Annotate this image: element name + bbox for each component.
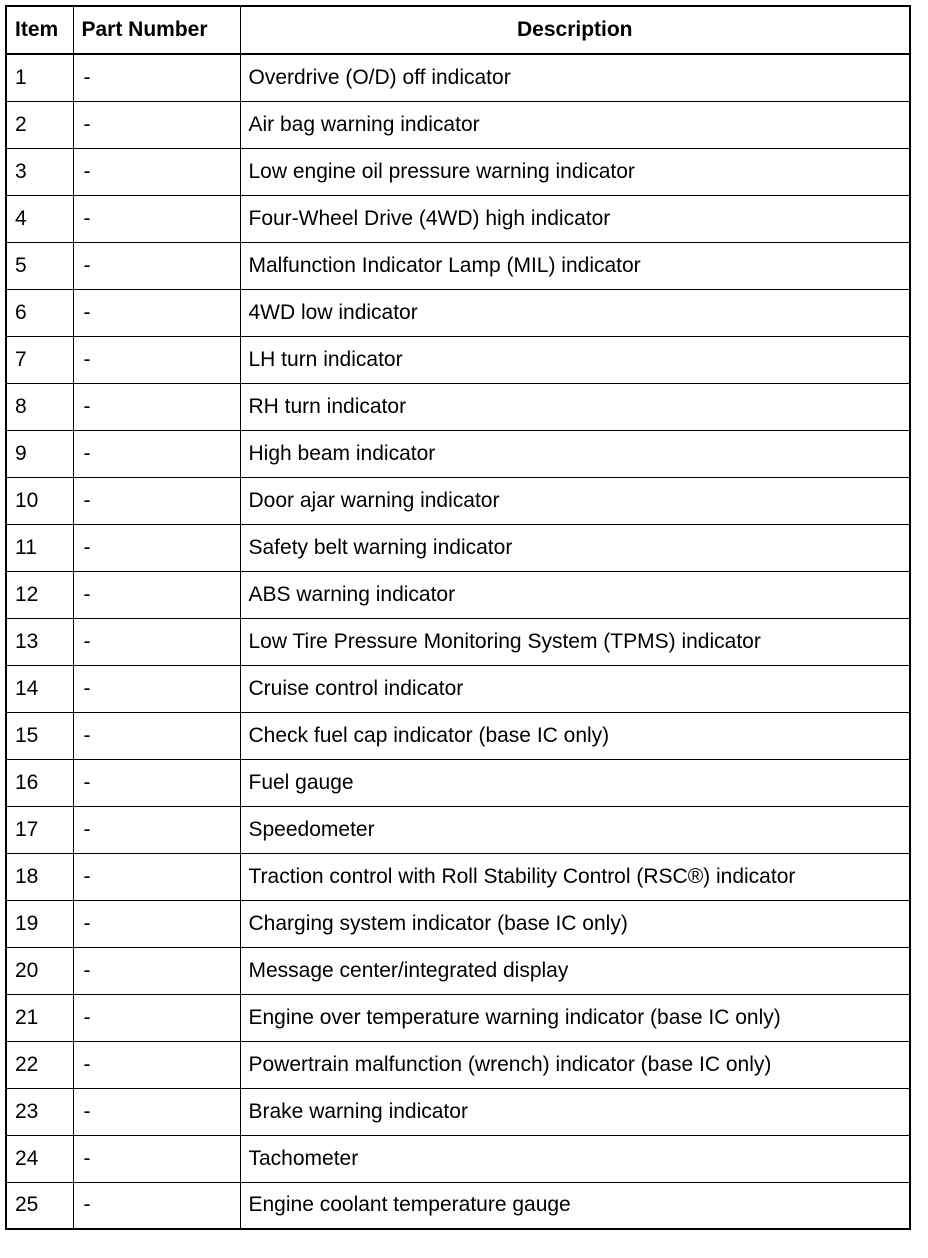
table-row bbox=[6, 947, 910, 994]
description-cell: Engine over temperature warning indicator (base IC only) bbox=[240, 994, 910, 1041]
part-number-cell: - bbox=[73, 430, 240, 477]
item-cell: 24 bbox=[6, 1135, 73, 1182]
item-cell: 9 bbox=[6, 430, 73, 477]
table-row bbox=[6, 618, 910, 665]
item-cell: 12 bbox=[6, 571, 73, 618]
item-cell: 4 bbox=[6, 195, 73, 242]
table-row bbox=[6, 383, 910, 430]
item-cell: 18 bbox=[6, 853, 73, 900]
part-number-cell: - bbox=[73, 54, 240, 101]
part-number-cell: - bbox=[73, 336, 240, 383]
item-cell: 17 bbox=[6, 806, 73, 853]
table-row bbox=[6, 994, 910, 1041]
table-row bbox=[6, 336, 910, 383]
part-number-cell: - bbox=[73, 524, 240, 571]
description-cell: Cruise control indicator bbox=[240, 665, 910, 712]
part-number-cell: - bbox=[73, 289, 240, 336]
part-number-cell: - bbox=[73, 900, 240, 947]
item-cell: 13 bbox=[6, 618, 73, 665]
description-cell: Speedometer bbox=[240, 806, 910, 853]
description-cell: Overdrive (O/D) off indicator bbox=[240, 54, 910, 101]
description-cell: ABS warning indicator bbox=[240, 571, 910, 618]
table-row bbox=[6, 1088, 910, 1135]
part-number-cell: - bbox=[73, 994, 240, 1041]
description-cell: 4WD low indicator bbox=[240, 289, 910, 336]
description-cell: RH turn indicator bbox=[240, 383, 910, 430]
part-number-cell: - bbox=[73, 1182, 240, 1229]
part-number-cell: - bbox=[73, 806, 240, 853]
part-number-cell: - bbox=[73, 477, 240, 524]
part-number-cell: - bbox=[73, 1088, 240, 1135]
description-cell: Low Tire Pressure Monitoring System (TPMS) indicator bbox=[240, 618, 910, 665]
table-row bbox=[6, 148, 910, 195]
description-cell: Air bag warning indicator bbox=[240, 101, 910, 148]
description-cell: Brake warning indicator bbox=[240, 1088, 910, 1135]
item-cell: 2 bbox=[6, 101, 73, 148]
description-cell: Door ajar warning indicator bbox=[240, 477, 910, 524]
table-row bbox=[6, 524, 910, 571]
part-number-cell: - bbox=[73, 665, 240, 712]
part-number-cell: - bbox=[73, 947, 240, 994]
table-row bbox=[6, 665, 910, 712]
part-number-cell: - bbox=[73, 242, 240, 289]
header-description: Description bbox=[240, 6, 910, 54]
part-number-cell: - bbox=[73, 1135, 240, 1182]
item-cell: 6 bbox=[6, 289, 73, 336]
table-row bbox=[6, 853, 910, 900]
description-cell: Powertrain malfunction (wrench) indicator (base IC only) bbox=[240, 1041, 910, 1088]
item-cell: 5 bbox=[6, 242, 73, 289]
part-number-cell: - bbox=[73, 618, 240, 665]
table-row bbox=[6, 477, 910, 524]
table-row bbox=[6, 54, 910, 101]
item-cell: 8 bbox=[6, 383, 73, 430]
table-row bbox=[6, 806, 910, 853]
table-row bbox=[6, 101, 910, 148]
table-row bbox=[6, 195, 910, 242]
item-cell: 23 bbox=[6, 1088, 73, 1135]
item-cell: 10 bbox=[6, 477, 73, 524]
item-cell: 3 bbox=[6, 148, 73, 195]
part-number-cell: - bbox=[73, 571, 240, 618]
part-number-cell: - bbox=[73, 759, 240, 806]
table-row bbox=[6, 1182, 910, 1229]
description-cell: Charging system indicator (base IC only) bbox=[240, 900, 910, 947]
table-row bbox=[6, 1135, 910, 1182]
item-cell: 7 bbox=[6, 336, 73, 383]
table-row bbox=[6, 900, 910, 947]
part-number-cell: - bbox=[73, 853, 240, 900]
table-row bbox=[6, 571, 910, 618]
table-row bbox=[6, 430, 910, 477]
part-number-cell: - bbox=[73, 195, 240, 242]
description-cell: Malfunction Indicator Lamp (MIL) indicator bbox=[240, 242, 910, 289]
item-cell: 15 bbox=[6, 712, 73, 759]
header-item: Item bbox=[6, 6, 73, 54]
description-cell: Fuel gauge bbox=[240, 759, 910, 806]
description-cell: High beam indicator bbox=[240, 430, 910, 477]
header-row bbox=[6, 6, 910, 54]
description-cell: Traction control with Roll Stability Control (RSC®) indicator bbox=[240, 853, 910, 900]
description-cell: Low engine oil pressure warning indicator bbox=[240, 148, 910, 195]
table-row bbox=[6, 712, 910, 759]
header-part-number: Part Number bbox=[73, 6, 240, 54]
item-cell: 14 bbox=[6, 665, 73, 712]
item-cell: 19 bbox=[6, 900, 73, 947]
item-cell: 25 bbox=[6, 1182, 73, 1229]
item-cell: 22 bbox=[6, 1041, 73, 1088]
item-cell: 16 bbox=[6, 759, 73, 806]
description-cell: Check fuel cap indicator (base IC only) bbox=[240, 712, 910, 759]
table-row bbox=[6, 1041, 910, 1088]
description-cell: LH turn indicator bbox=[240, 336, 910, 383]
description-cell: Message center/integrated display bbox=[240, 947, 910, 994]
item-cell: 21 bbox=[6, 994, 73, 1041]
table-body bbox=[6, 54, 910, 1229]
part-number-cell: - bbox=[73, 148, 240, 195]
table-row bbox=[6, 759, 910, 806]
part-number-cell: - bbox=[73, 383, 240, 430]
parts-table bbox=[5, 5, 911, 1230]
table-row bbox=[6, 289, 910, 336]
part-number-cell: - bbox=[73, 1041, 240, 1088]
description-cell: Tachometer bbox=[240, 1135, 910, 1182]
description-cell: Four-Wheel Drive (4WD) high indicator bbox=[240, 195, 910, 242]
part-number-cell: - bbox=[73, 101, 240, 148]
item-cell: 20 bbox=[6, 947, 73, 994]
table-row bbox=[6, 242, 910, 289]
part-number-cell: - bbox=[73, 712, 240, 759]
item-cell: 11 bbox=[6, 524, 73, 571]
description-cell: Safety belt warning indicator bbox=[240, 524, 910, 571]
description-cell: Engine coolant temperature gauge bbox=[240, 1182, 910, 1229]
item-cell: 1 bbox=[6, 54, 73, 101]
table-header bbox=[6, 6, 910, 54]
